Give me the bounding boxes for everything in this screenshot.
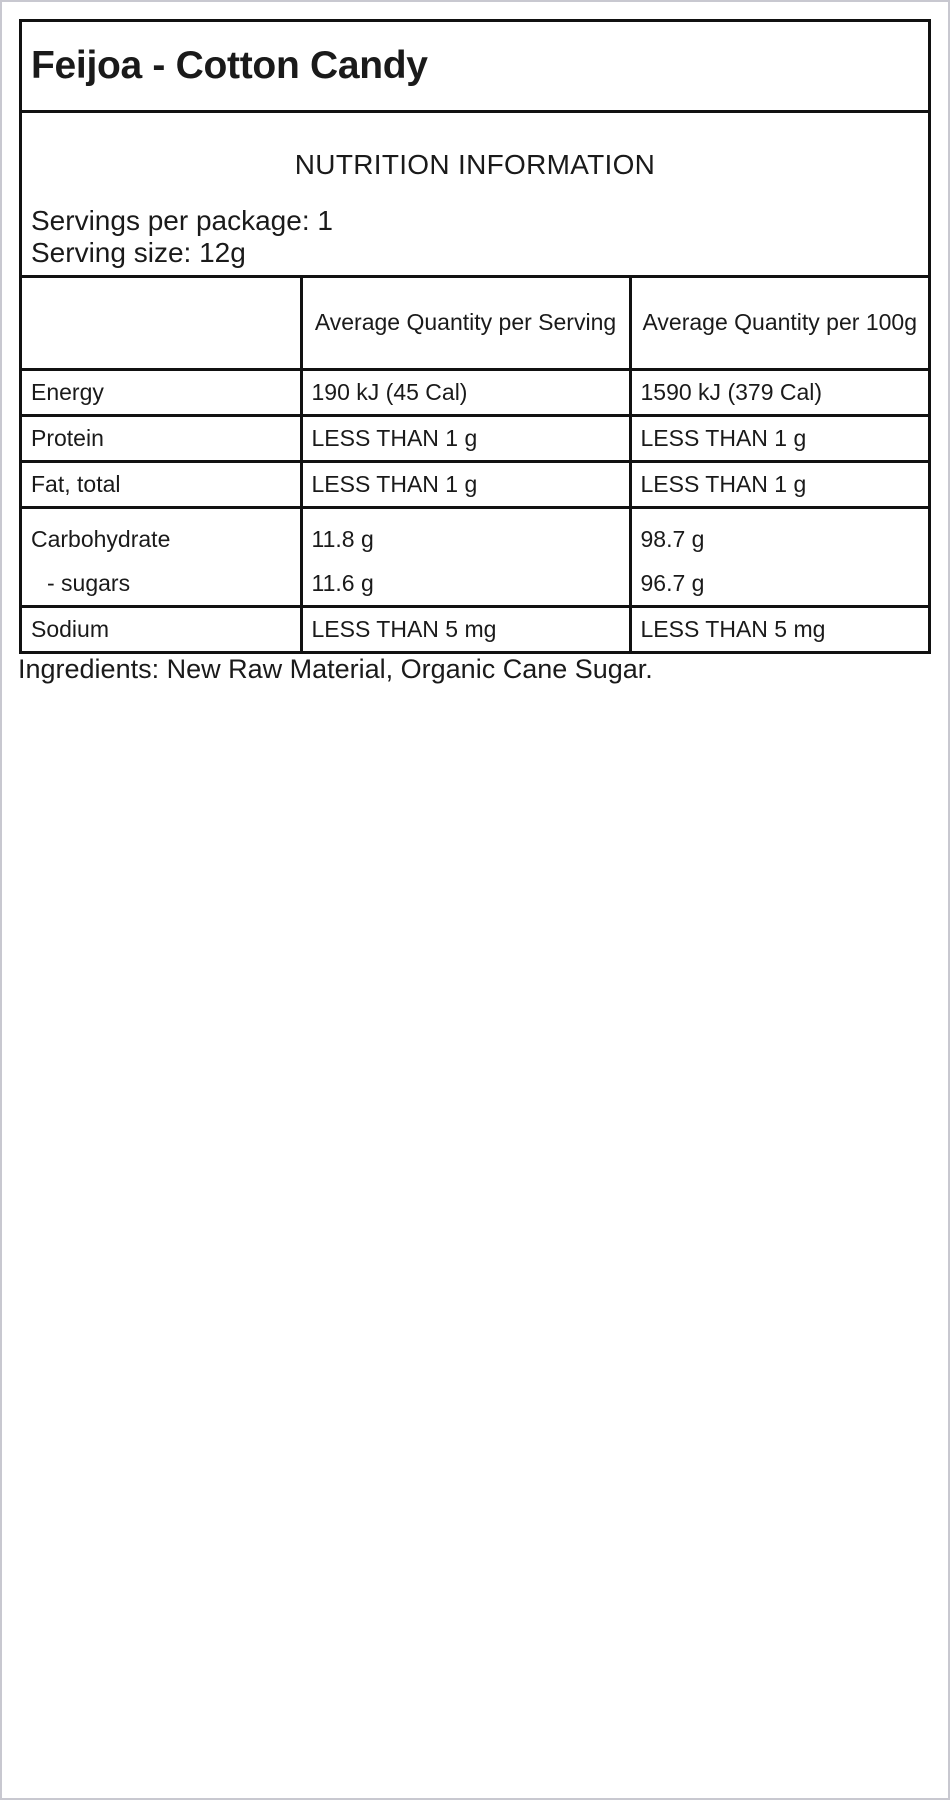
- header-per-serving: Average Quantity per Serving: [301, 278, 630, 369]
- header-per-100g: Average Quantity per 100g: [630, 278, 928, 369]
- servings-per-package: Servings per package: 1: [31, 205, 333, 236]
- nutrition-heading: NUTRITION INFORMATION: [294, 149, 656, 180]
- table-row-protein: [22, 415, 928, 461]
- serving-size: Serving size: 12g: [31, 237, 246, 268]
- per-serving-cell: [301, 507, 630, 606]
- value-per-serving: LESS THAN 5 mg: [301, 606, 630, 652]
- table-row-energy: [22, 369, 928, 415]
- product-title: Feijoa - Cotton Candy: [22, 22, 928, 113]
- table-header-row: [22, 278, 928, 369]
- nutrient-name-cell: [22, 507, 301, 606]
- value-per-100g: 98.7 g: [640, 525, 705, 552]
- nutrient-name: Carbohydrate: [31, 525, 171, 552]
- header-blank: [22, 278, 301, 369]
- value-per-100g: 1590 kJ (379 Cal): [630, 369, 928, 415]
- sub-nutrient-name: - sugars: [47, 569, 131, 596]
- nutrition-table: [22, 278, 928, 654]
- value-per-100g: LESS THAN 5 mg: [630, 606, 928, 652]
- sub-value-per-100g: 96.7 g: [640, 569, 705, 596]
- sub-value-per-serving: 11.6 g: [311, 569, 374, 596]
- value-per-serving: LESS THAN 1 g: [301, 461, 630, 507]
- value-per-serving: 190 kJ (45 Cal): [301, 369, 630, 415]
- table-row-fat: [22, 461, 928, 507]
- value-per-serving: LESS THAN 1 g: [301, 415, 630, 461]
- nutrition-label: [19, 19, 931, 654]
- value-per-serving: 11.8 g: [311, 525, 374, 552]
- ingredients-text: Ingredients: New Raw Material, Organic Cane Sugar.: [18, 654, 653, 684]
- per-100g-cell: [630, 507, 928, 606]
- table-row-carbohydrate: [22, 507, 928, 606]
- nutrient-name: Energy: [22, 369, 301, 415]
- nutrient-name: Fat, total: [22, 461, 301, 507]
- value-per-100g: LESS THAN 1 g: [630, 461, 928, 507]
- value-per-100g: LESS THAN 1 g: [630, 415, 928, 461]
- nutrient-name: Protein: [22, 415, 301, 461]
- nutrient-name: Sodium: [22, 606, 301, 652]
- nutrition-header: [22, 113, 928, 278]
- table-row-sodium: [22, 606, 928, 652]
